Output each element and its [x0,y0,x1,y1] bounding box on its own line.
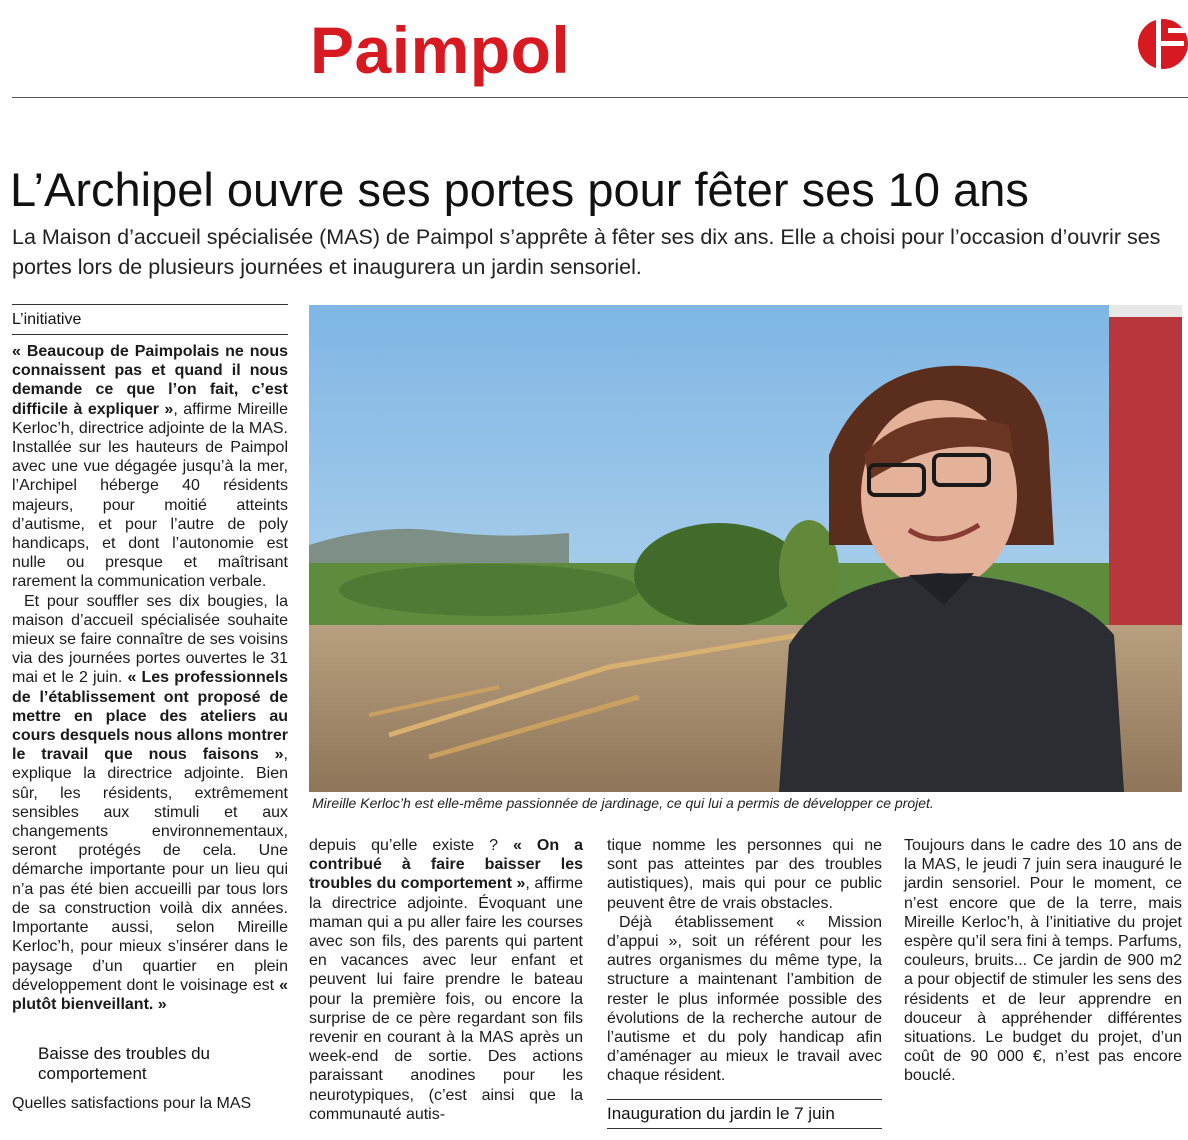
kicker-rule-bottom [12,334,288,335]
article-column-1-end [12,1094,288,1113]
kicker-rule-top [12,304,288,305]
paragraph-text: depuis qu’elle existe ? [309,837,514,854]
article-column-2 [309,836,583,1124]
header-rule [12,97,1188,98]
article-headline: L’Archipel ouvre ses portes pour fêter ses 10 ans [10,163,1029,216]
section-title: Paimpol [310,13,571,87]
subhead-rule-bottom [607,1128,882,1129]
paragraph-text: Toujours dans le cadre des 10 ans de la MAS, le jeudi 7 juin sera inauguré le jardin sensoriel. Pour le moment, ce n’est encore que de la terre, mais Mireille Kerloc’h, à l’initiative du projet espère qu’il sera fini à temps. Parfums, couleurs, bruits... Ce jardin de 900 m2 a pour objectif de stimuler les sens des résidents et de leur apprendre en douceur à appréhender différentes situations. Le budget du projet, d’un coût de 90 000 €, n’est pas encore bouclé. [904,837,1182,1085]
article-column-3 [607,836,882,1086]
subhead-behaviour: Baisse des troubles du comportement [38,1044,210,1083]
article-standfirst: La Maison d’accueil spécialisée (MAS) de Paimpol s’apprête à fêter ses dix ans. Elle a choisi pour l’occasion d’ouvrir ses portes lors de plusieurs journées et inaugurera un jardin sensoriel. [12,225,1161,279]
quote-text: « On a contribué à faire baisser les troubles du comportement » [309,837,584,893]
paragraph-text: Quelles satisfactions pour la MAS [12,1095,252,1112]
paragraph-text: Et pour souffler ses dix bougies, la maison d’accueil spécialisée souhaite mieux se faire connaître de ses voisins via des journées portes ouvertes le 31 mai et le 2 juin. [12,592,288,687]
quote-text: « Les professionnels de l’établissement ont proposé de mettre en place des ateliers au cours desquels nous allons montrer le travail que nous faisons » [12,669,288,764]
quote-text: « Beaucoup de Paimpolais ne nous connaissent pas et quand il nous demande ce que l’on fait, c’est difficile à expliquer » [12,343,288,418]
article-column-4 [904,836,1182,1086]
paragraph-text: , explique la directrice adjointe. Bien sûr, les résidents, extrêmement sensibles aux stimuli et aux changements environnementaux, seront protégés de cela. Une démarche importante pour un lieu qui n’a pas été bien accueilli par tous lors de sa construction voilà dix années. Importante aussi, selon Mireille Kerloc’h, pour mieux s’insérer dans le paysage d’un quartier en plein développement dont le voisinage est [12,746,288,994]
kicker-label: L’initiative [12,311,82,328]
ouest-france-logo-icon [1136,14,1188,74]
subhead-rule-top [607,1099,882,1100]
subhead-inauguration: Inauguration du jardin le 7 juin [607,1104,835,1123]
quote-text: « plutôt bienveillant. » [12,976,288,1013]
photo-caption: Mireille Kerloc’h est elle-même passionnée de jardinage, ce qui lui a permis de développer ce projet. [312,795,934,811]
paragraph-text: , affirme la directrice adjointe. Évoquant une maman qui a pu aller faire les courses avec son fils, des parents qui partent en vacances avec leur enfant et peuvent lui faire prendre le bateau pour la première fois, ou encore la surprise de ce père regardant son fils revenir en courant à la MAS après un week-end de sortie. Des actions paraissant anodines pour les neurotypiques, (c’est ainsi que la communauté autis- [309,875,583,1123]
paragraph-text: Déjà établissement « Mission d’appui », soit un référent pour les autres organismes du même type, la structure a maintenant l’ambition de rester le plus informée possible des évolutions de la recherche autour de l’autisme et du poly handicap afin d’aménager au mieux le travail avec chaque résident. [607,913,882,1085]
paragraph-text: , affirme Mireille Kerloc’h, directrice adjointe de la MAS. Installée sur les hauteurs de Paimpol avec une vue dégagée jusqu’à la mer, l’Archipel héberge 40 résidents majeurs, pour moitié atteints d’autisme, et pour l’autre de poly handicaps, et dont l’autonomie est nulle ou presque et maîtrisant rarement la communication verbale. [12,400,288,591]
paragraph-text: tique nomme les personnes qui ne sont pas atteintes par des troubles autistiques), mais qui pour ce public peuvent être de vrais obstacles. [607,837,882,912]
article-photo [309,305,1182,792]
article-column-1 [12,342,288,1014]
